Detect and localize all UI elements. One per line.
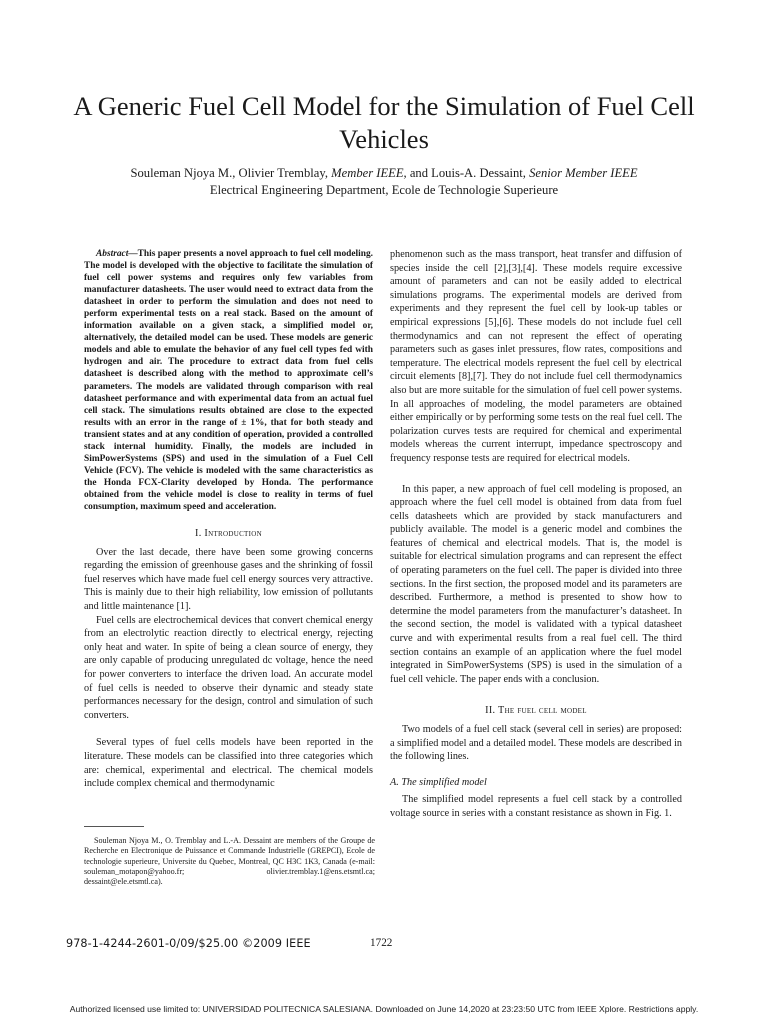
footnote-text: Souleman Njoya M., O. Tremblay and L.-A. Dessaint are members of the Groupe de Recherche en Electronique de Puissance et Commande Industrielle (GREPCI), Ecole de technologie superieure, Universite du Quebec, Montreal, QC H3C 1K3, Canada (e-mail: souleman_motapon@yahoo.fr; olivier.tremblay.1@ens.etsmtl.ca; dessaint@ele.etsmtl.ca).	[84, 836, 375, 887]
right-paragraph-1: phenomenon such as the mass transport, heat transfer and diffusion of species inside the cell [2],[3],[4]. These models require excessive amount of parameters and can not be easily added to electrical simulations programs. The experimental models are derived from experiments and they represent the fuel cell by look-up tables or empirical expressions [5],[6]. These models do not include fuel cell thermodynamics and can not represent the effect of operating parameters such as gases inlet pressures, flow rates, compositions and temperature. The electrical models represent the fuel cell by electrical circuit elements [8],[7]. They do not include fuel cell thermodynamics also but are more suitable for the simulation of fuel cell power systems. In all approaches of modeling, the model parameters are obtained either empirically or by performing some tests on the real fuel cell. The polarization curves tests are required for chemical and experimental models whereas the current interrupt, impedance spectroscopy and frequency response tests are required for electrical models.	[390, 249, 682, 464]
page-number: 1722	[370, 937, 393, 949]
author-names-1: Souleman Njoya M., Olivier Tremblay,	[130, 166, 332, 180]
section-heading-fuel-cell-model: II. The fuel cell model	[485, 705, 587, 717]
subsection-heading-simplified-model: A. The simplified model	[390, 776, 487, 788]
section-heading-introduction: I. Introduction	[195, 528, 262, 540]
model-paragraph-1: Two models of a fuel cell stack (several cell in series) are proposed: a simplified model and a detailed model. These models are described in the following lines.	[390, 724, 682, 763]
footnote-rule	[84, 826, 144, 827]
abstract	[84, 248, 373, 513]
author-names-2: and Louis-A. Dessaint,	[406, 166, 530, 180]
affiliation: Electrical Engineering Department, Ecole de Technologie Superieure	[209, 183, 559, 197]
intro-paragraph-1: Over the last decade, there have been some growing concerns regarding the emission of greenhouse gases and the shrinking of fossil fuel reserves which have made fuel cell energy sources very attractive. This is mainly due to their high reliability, low emission of pollutants and little maintenance [1].	[84, 546, 373, 612]
intro-paragraph-3: Several types of fuel cells models have been reported in the literature. These models can be classified into three categories which are: chemical, experimental and electrical. The chemical models include complex chemical and thermodynamic	[84, 737, 373, 790]
author-line	[60, 165, 708, 182]
right-paragraph-2: In this paper, a new approach of fuel cell modeling is proposed, an approach where the fuel cell model is obtained from data from fuel cells datasheets which are provided by stack manufacturers and publicly available. The model is a generic model and combines the features of chemical and electrical models. That is, the model is suitable for electrical simulation programs and can represent the effect of operating parameters on the fuel cell. The paper is divided into three sections. In the first section, the proposed model and its parameters are described. Furthermore, a method is presented to show how to determine the model parameters from the manufacturer’s datasheet. In the second section, the model is validated with a typical datasheet curve and with experimental results from a real fuel cell. The third section contains an example of an application where the fuel model integrated in SimPowerSystems (SPS) is used in the simulation of a fuel cell vehicle. The paper ends with a conclusion.	[390, 483, 682, 685]
copyright-isbn: 978-1-4244-2601-0/09/$25.00 ©2009 IEEE	[66, 937, 311, 950]
intro-paragraph-2: Fuel cells are electrochemical devices that convert chemical energy from an electrolytic reaction directly to electrical energy, rejecting only heat and water. In spite of being a clean source of energy, they are only capable of producing unregulated dc voltage, hence the need for power converters to interface the driven load. An accurate model of fuel cells is needed to observe their dynamic and steady state performances necessary for the design, control and simulation of such converters.	[84, 614, 373, 721]
left-column	[84, 248, 373, 791]
subsection-paragraph-1: The simplified model represents a fuel cell stack by a controlled voltage source in series with a constant resistance as shown in Fig. 1.	[390, 794, 682, 819]
paper-title: A Generic Fuel Cell Model for the Simulation of Fuel Cell Vehicles	[73, 91, 695, 154]
author-role-2: Senior Member IEEE	[529, 166, 638, 180]
right-column	[390, 248, 682, 821]
abstract-text: —This paper presents a novel approach to fuel cell modeling. The model is developed with the objective to facilitate the simulation of fuel cell power systems and requires only few variables from manufacturer datasheets. The user would need to extract data from the datasheet in order to perform the simulation and does not need to perform experimental tests on a real stack. Based on the amount of information available on a given stack, a simplified model or, alternatively, the detailed model can be used. These models are generic models and able to emulate the behavior of any fuel cell types fed with hydrogen and air. The procedure to extract data from fuel cells datasheet is described along with the method to approximate cell’s parameters. The models are validated through comparison with real datasheet performance and with experimental data from an actual fuel cell stack. The simulations results obtained are close to the expected results with an error in the range of ± 1%, that for both steady and transient states and at any condition of operation, provided a controlled stack internal humidity. Finally, the models are included in SimPowerSystems (SPS) and used in the simulation of a Fuel Cell Vehicle (FCV). The vehicle is modeled with the same characteristics as the Honda FCX-Clarity developed by Honda. The performance obtained from the vehicle model is close to reality in terms of fuel consumption, maximum speed and acceleration.	[84, 249, 373, 512]
author-footnote	[84, 836, 375, 887]
license-notice: Authorized licensed use limited to: UNIVERSIDAD POLITECNICA SALESIANA. Downloaded on June 14,2020 at 23:23:50 UTC from IEEE Xplore. Restrictions apply.	[69, 1004, 699, 1014]
abstract-label: Abstract	[96, 249, 129, 259]
author-role-1: Member IEEE,	[331, 166, 407, 180]
